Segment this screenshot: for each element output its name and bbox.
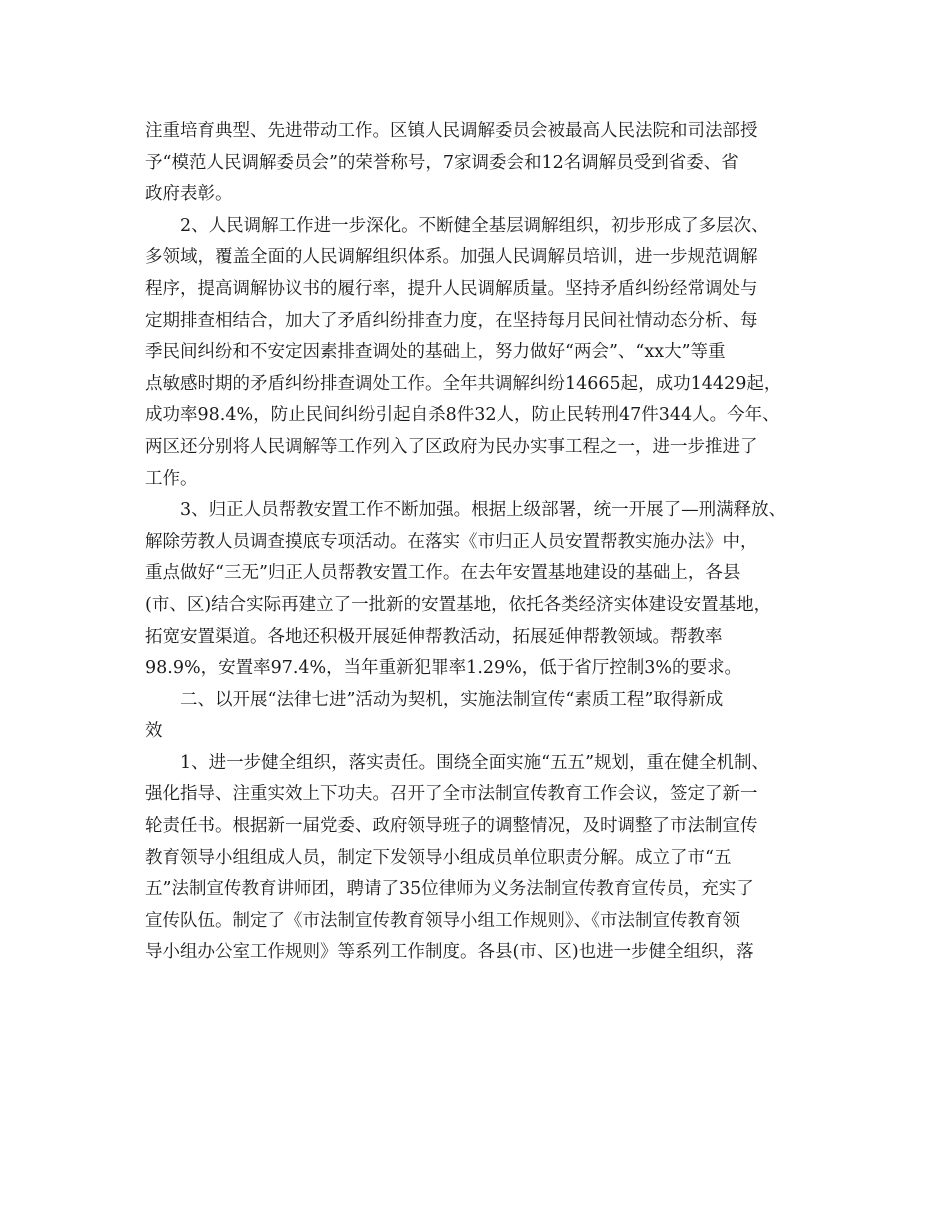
text-line: 3、归正人员帮教安置工作不断加强。根据上级部署，统一开展了—刑满释放、 bbox=[180, 500, 787, 521]
paragraph-item-2-mediation bbox=[145, 211, 807, 495]
text-line: 成功率98.4%，防止民间纠纷引起自杀8件32人，防止民转刑47件344人。今年、 bbox=[145, 405, 780, 426]
text-line: 1、进一步健全组织，落实责任。围绕全面实施“五五”规划，重在健全机制、 bbox=[180, 752, 770, 773]
text-line: 程序，提高调解协议书的履行率，提升人民调解质量。坚持矛盾纠纷经常调处与 bbox=[145, 278, 758, 299]
text-line: 季民间纠纷和不安定因素排查调处的基础上，努力做好“两会”、“xx大”等重 bbox=[145, 342, 726, 363]
text-line: 政府表彰。 bbox=[145, 184, 233, 205]
paragraph-intro-continuation bbox=[145, 116, 807, 211]
text-line: 定期排查相结合，加大了矛盾纠纷排查力度，在坚持每月民间社情动态分析、每 bbox=[145, 310, 758, 331]
text-line: 二、以开展“法律七进”活动为契机，实施法制宣传“素质工程”取得新成 bbox=[180, 689, 724, 710]
text-line: 两区还分别将人民调解等工作列入了区政府为民办实事工程之一，进一步推进了 bbox=[145, 436, 758, 457]
text-line: 多领域，覆盖全面的人民调解组织体系。加强人民调解员培训，进一步规范调解 bbox=[145, 247, 758, 268]
paragraph-item-3-resettlement bbox=[145, 495, 807, 685]
text-line: 宣传队伍。制定了《市法制宣传教育领导小组工作规则》、《市法制宣传教育领 bbox=[145, 910, 740, 931]
text-line: 2、人民调解工作进一步深化。不断健全基层调解组织，初步形成了多层次、 bbox=[180, 215, 769, 236]
text-line: 轮责任书。根据新一届党委、政府领导班子的调整情况，及时调整了市法制宣传 bbox=[145, 816, 758, 837]
paragraph-section-2-heading bbox=[145, 685, 807, 748]
text-line: 强化指导、注重实效上下功夫。召开了全市法制宣传教育工作会议，签定了新一 bbox=[145, 784, 758, 805]
text-line: 导小组办公室工作规则》等系列工作制度。各县(市、区)也进一步健全组织，落 bbox=[145, 942, 754, 963]
text-line: 重点做好“三无”归正人员帮教安置工作。在去年安置基地建设的基础上，各县 bbox=[145, 563, 741, 584]
text-line: 予“模范人民调解委员会”的荣誉称号，7家调委会和12名调解员受到省委、省 bbox=[145, 152, 739, 173]
text-line: 注重培育典型、先进带动工作。区镇人民调解委员会被最高人民法院和司法部授 bbox=[145, 121, 758, 141]
text-line: 教育领导小组组成人员，制定下发领导小组成员单位职责分解。成立了市“五 bbox=[145, 847, 732, 868]
text-line: 点敏感时期的矛盾纠纷排查调处工作。全年共调解纠纷14665起，成功14429起， bbox=[145, 373, 782, 394]
document-body bbox=[145, 116, 807, 969]
paragraph-item-1-organization bbox=[145, 748, 807, 969]
text-line: 五”法制宣传教育讲师团，聘请了35位律师为义务法制宣传教育宣传员，充实了 bbox=[145, 879, 754, 900]
text-line: 98.9%，安置率97.4%，当年重新犯罪率1.29%，低于省厅控制3%的要求。 bbox=[145, 658, 743, 679]
text-line: 解除劳教人员调查摸底专项活动。在落实《市归正人员安置帮教实施办法》中， bbox=[145, 531, 758, 552]
text-line: 拓宽安置渠道。各地还积极开展延伸帮教活动，拓展延伸帮教领域。帮教率 bbox=[145, 626, 723, 647]
text-line: 工作。 bbox=[145, 468, 198, 489]
text-line: (市、区)结合实际再建立了一批新的安置基地，依托各类经济实体建设安置基地， bbox=[145, 594, 772, 615]
text-line: 效 bbox=[145, 721, 163, 742]
